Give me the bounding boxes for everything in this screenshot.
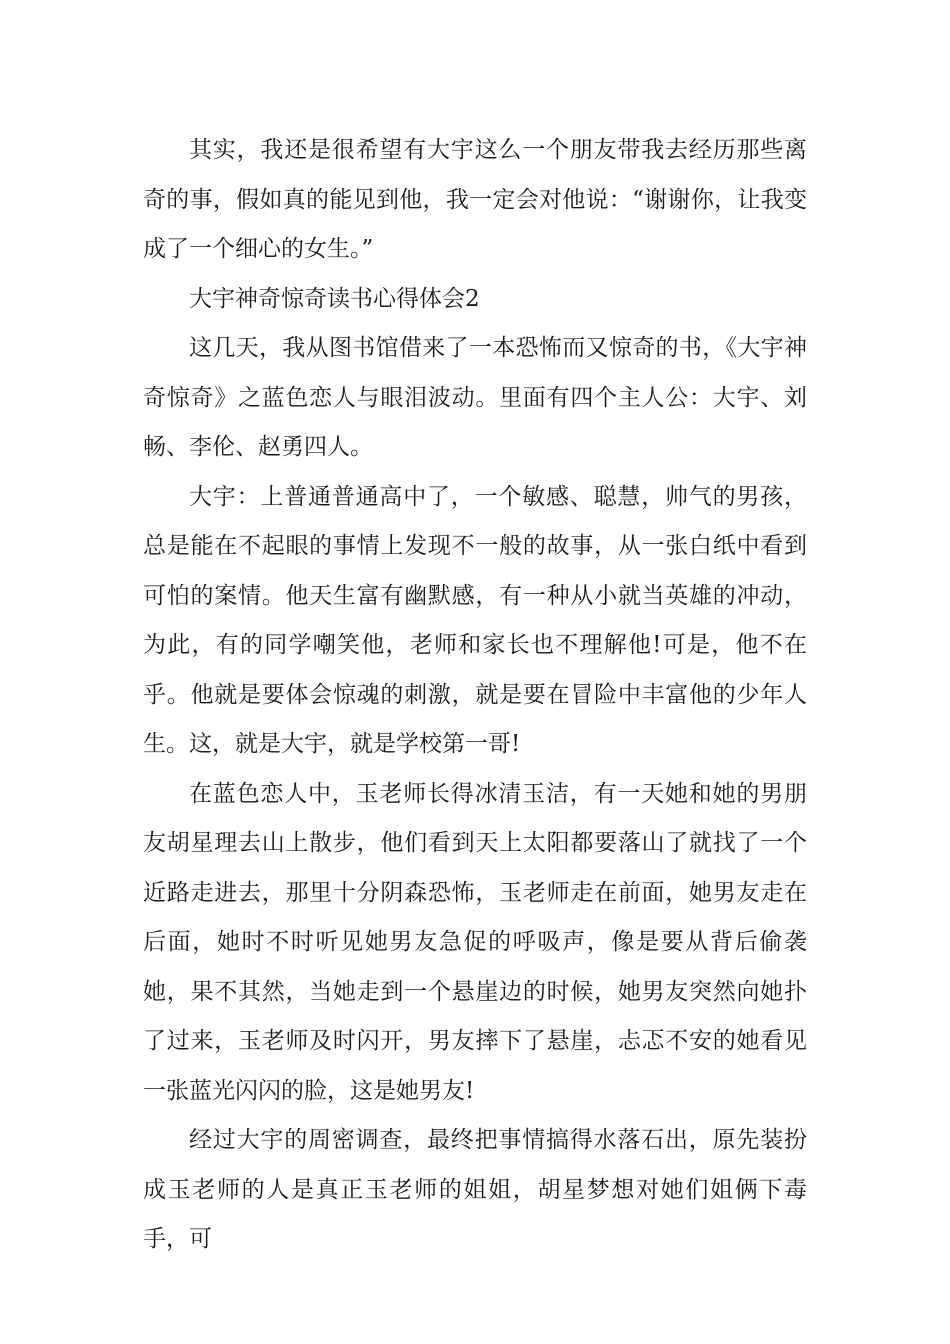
- paragraph-3: 大宇：上普通普通高中了，一个敏感、聪慧，帅气的男孩，总是能在不起眼的事情上发现不一般的故事，从一张白纸中看到可怕的案情。他天生富有幽默感，有一种从小就当英雄的冲动，为此，有的同学嘲笑他，老师和家长也不理解他!可是，他不在乎。他就是要体会惊魂的刺激，就是要在冒险中丰富他的少年人生。这，就是大宇，就是学校第一哥!: [143, 483, 807, 757]
- paragraph-5: 经过大宇的周密调查，最终把事情搞得水落石出，原先装扮成玉老师的人是真正玉老师的姐姐，胡星梦想对她们姐俩下毒手，可: [143, 1127, 807, 1252]
- section-heading: 大宇神奇惊奇读书心得体会2: [189, 285, 480, 312]
- paragraph-2: 这几天，我从图书馆借来了一本恐怖而又惊奇的书，《大宇神奇惊奇》之蓝色恋人与眼泪波动。里面有四个主人公：大宇、刘畅、李伦、赵勇四人。: [143, 335, 807, 460]
- document-body: [143, 126, 807, 1265]
- paragraph-4: 在蓝色恋人中，玉老师长得冰清玉洁，有一天她和她的男朋友胡星理去山上散步，他们看到天上太阳都要落山了就找了一个近路走进去，那里十分阴森恐怖，玉老师走在前面，她男友走在后面，她时不时听见她男友急促的呼吸声，像是要从背后偷袭她，果不其然，当她走到一个悬崖边的时候，她男友突然向她扑了过来，玉老师及时闪开，男友摔下了悬崖，忐忑不安的她看见一张蓝光闪闪的脸，这是她男友!: [143, 780, 807, 1104]
- paragraph-1: 其实，我还是很希望有大宇这么一个朋友带我去经历那些离奇的事，假如真的能见到他，我一定会对他说：“谢谢你，让我变成了一个细心的女生。”: [143, 137, 807, 262]
